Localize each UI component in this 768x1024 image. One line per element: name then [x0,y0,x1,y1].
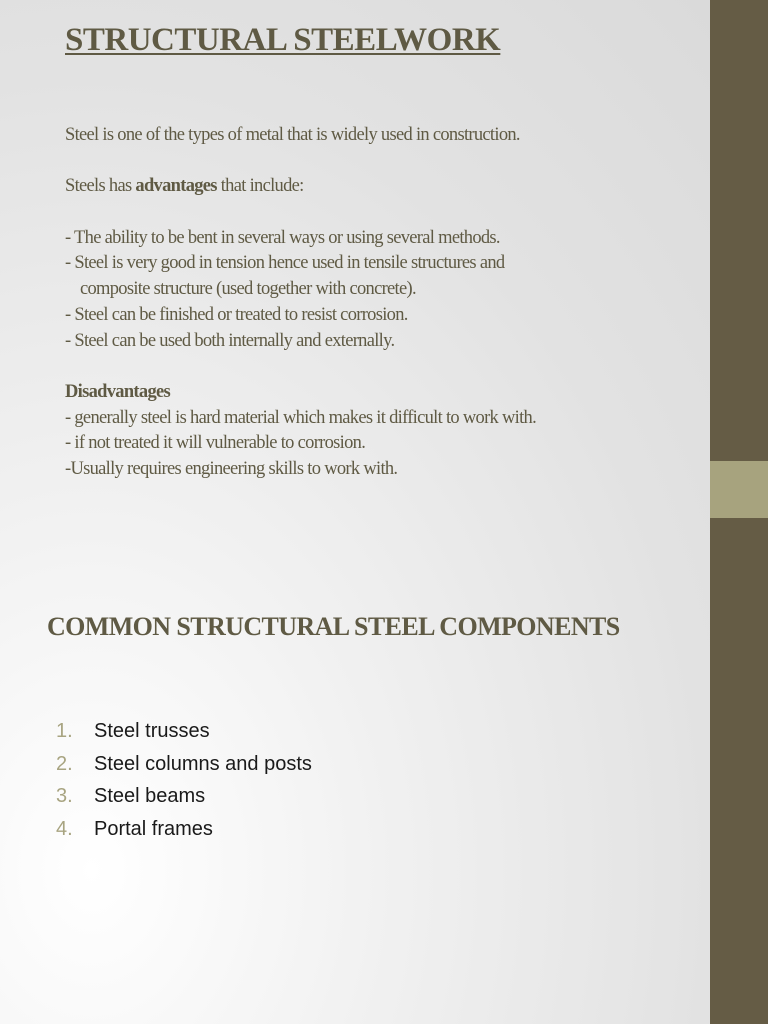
list-item-text: Steel trusses [94,720,210,742]
list-item [56,748,312,781]
list-number: 2. [56,752,73,775]
disadvantages-heading [65,380,625,406]
advantages-intro [65,174,625,200]
list-number: 1. [56,720,73,742]
list-number: 3. [56,785,73,808]
advantages-suffix: that include: [216,176,304,197]
disadvantage-item: - generally steel is hard material which makes it difficult to work with. [65,407,537,428]
list-item-text: Portal frames [94,818,213,841]
disadvantage-item: - if not treated it will vulnerable to corrosion. [65,433,366,454]
list-item [56,715,312,748]
slide-title: STRUCTURAL STEELWORK [65,22,501,58]
intro-text: Steel is one of the types of metal that is widely used in construction. [65,125,520,145]
list-item-text: Steel beams [94,785,206,808]
advantage-item-continuation: composite structure (used together with concrete). [80,279,416,300]
slide-body [65,123,625,483]
disadvantage-item: -Usually requires engineering skills to work with. [65,459,398,480]
advantages-bold: advantages [135,176,217,197]
list-item-text: Steel columns and posts [94,752,312,775]
list-item [56,813,312,846]
advantage-item: - Steel can be used both internally and externally. [65,330,395,351]
advantages-prefix: Steels has [65,176,136,197]
list-number: 4. [56,818,73,841]
advantage-item: - Steel can be finished or treated to resist corrosion. [65,304,408,325]
advantage-item: - The ability to be bent in several ways or using several methods. [65,227,500,248]
disadvantages-heading-text: Disadvantages [65,381,170,402]
advantage-item: - Steel is very good in tension hence used in tensile structures and [65,253,505,274]
list-item [56,780,312,813]
components-list [56,715,312,846]
section-heading: COMMON STRUCTURAL STEEL COMPONENTS [47,612,620,641]
sidebar-accent-block [710,461,768,518]
